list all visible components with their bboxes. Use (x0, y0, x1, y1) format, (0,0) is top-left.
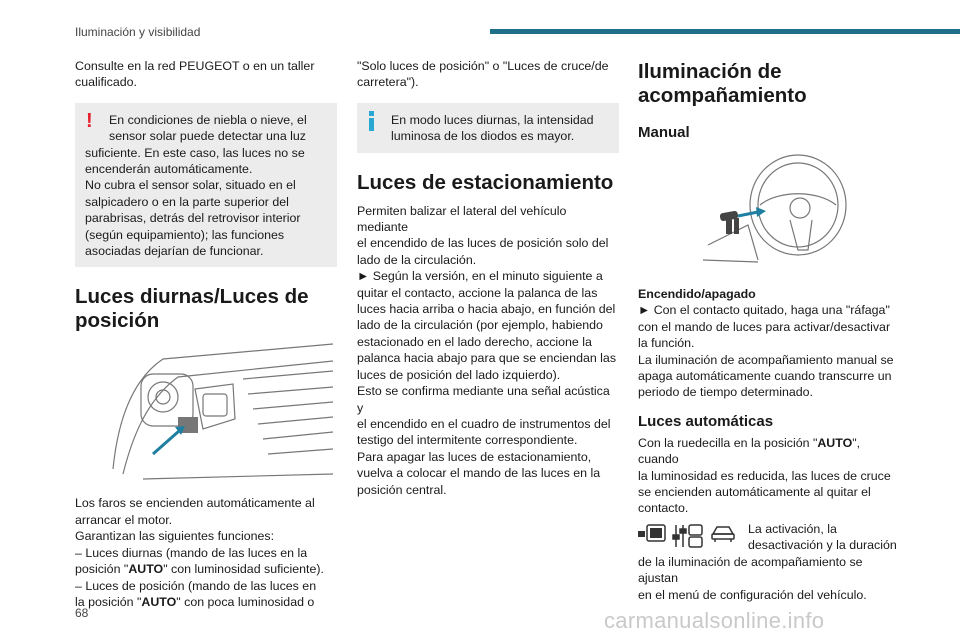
column-right (638, 58, 900, 603)
page-number: 68 (75, 606, 89, 620)
info-note: En modo luces diurnas, la intensidad luminosa de los diodos es mayor. (357, 103, 619, 153)
headlamp-illustration (103, 339, 335, 489)
watermark: carmanualsonline.info (604, 608, 825, 633)
vehicle-settings-icon (672, 523, 704, 549)
header-accent-bar (490, 29, 960, 34)
warning-icon: ! (86, 109, 93, 132)
car-icon (710, 523, 736, 549)
config-paragraph: de la iluminación de acompañamiento se ajustan en el menú de configuración del vehículo. (638, 554, 867, 602)
parking-body: Permiten balizar el lateral del vehículo mediante el encendido de las luces de posición solo del lado de la circulación. ► Según la versión, en el minuto siguiente a quitar el contacto, accione la palanca de las luces hacia arriba o hacia abajo, en función del lado de la circulación (por ejemplo, habiendo estacionado en el lado derecho, accione la palanca hacia abajo para que se enciendan las luces de posición del lado izquierdo). Esto se confirma mediante una señal acústica y el encendido en el cuadro de instrumentos del testigo del intermitente correspondiente. Para apagar las luces de estacionamiento, vuelva a colocar el mando de las luces en la posición central. (357, 203, 617, 497)
touchscreen-icon (638, 523, 666, 549)
heading-manual: Manual (638, 124, 690, 141)
heading-parking-lights: Luces de estacionamiento (357, 170, 614, 194)
heading-auto-lights: Luces automáticas (638, 412, 774, 430)
heading-follow-me-home: Iluminación de acompañamiento (638, 60, 807, 107)
intro-paragraph: Consulte en la red PEUGEOT o en un taller cualificado. (75, 59, 315, 90)
continuation-paragraph: "Solo luces de posición" o "Luces de cruce/de carretera"). (357, 59, 609, 90)
column-left (75, 58, 337, 610)
column-middle (357, 58, 619, 498)
steering-wheel-illustration (698, 150, 848, 270)
section-title: Iluminación y visibilidad (75, 25, 201, 39)
warning-note: ! En condiciones de niebla o nieve, el sensor solar puede detectar una luz suficiente. En este caso, las luces no se encenderán automáticamente. No cubra el sensor solar, situado en el salpicadero o en la parte superior del parabrisas, detrás del retrovisor interior (según equipamiento); las funciones asociadas dejarían de funcionar. (75, 103, 337, 268)
auto-section: Con la ruedecilla en la posición "AUTO", cuando la luminosidad es reducida, las luces de cruce se encienden automáticamente al quitar el contacto. (638, 435, 891, 516)
heading-daytime-lights: Luces diurnas/Luces de posición (75, 285, 309, 333)
config-icons-row: La activación, la desactivación y la duración (638, 521, 900, 554)
daytime-body: Los faros se encienden automáticamente al arrancar el motor. Garantizan las siguientes funciones: – Luces diurnas (mando de las luces en la posición "AUTO" con luminosidad suficiente). – Luces de posición (mando de las luces en la posición "AUTO" con poca luminosidad o (75, 496, 324, 609)
info-icon (369, 111, 374, 131)
onoff-section: Encendido/apagado ► Con el contacto quitado, haga una "ráfaga" con el mando de luces para activar/desactivar la función. La iluminación de acompañamiento manual se apaga automáticamente cuando transcurre un periodo de tiempo determinado. (638, 287, 894, 400)
